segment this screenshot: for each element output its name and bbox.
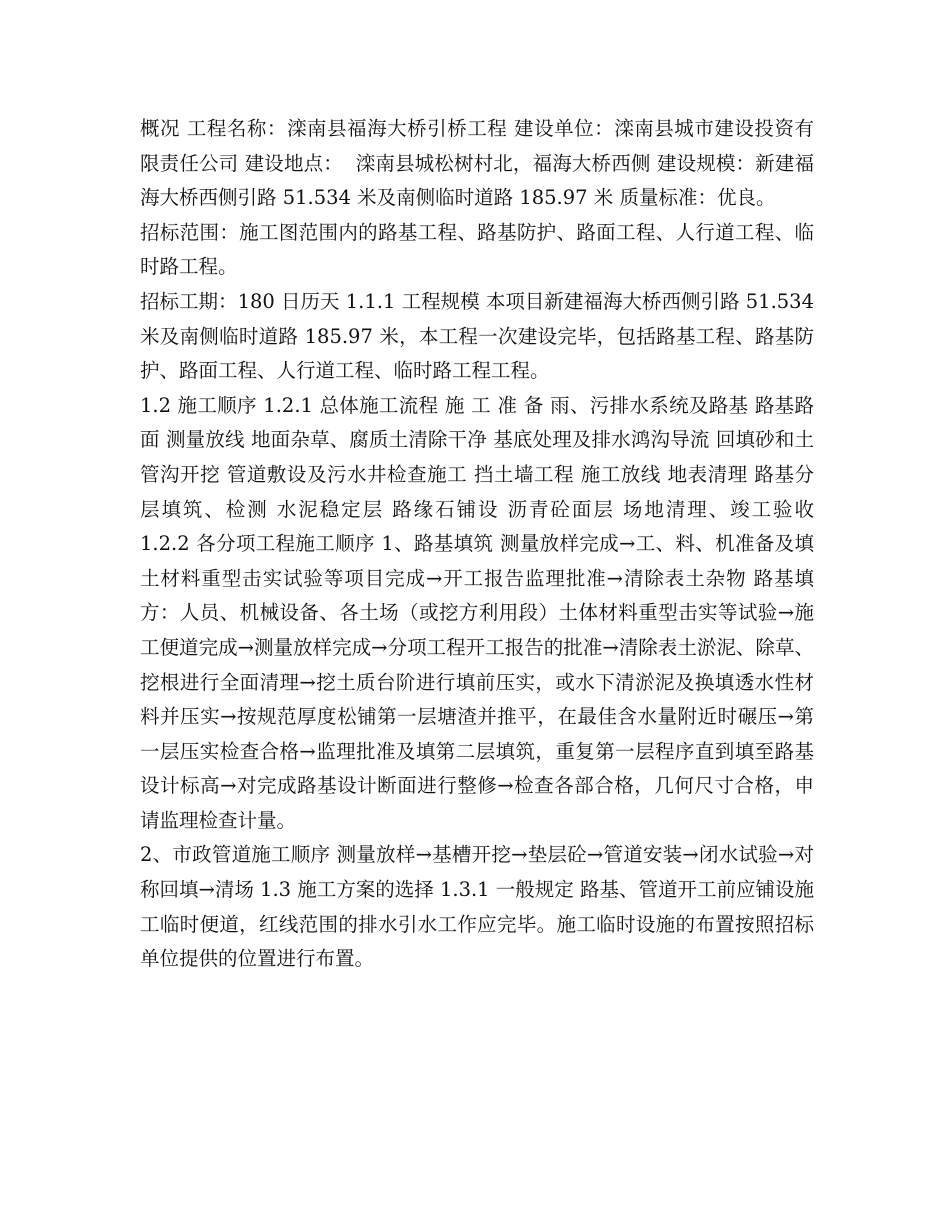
document-body [140, 112, 938, 977]
paragraph-bid-period: 招标工期：180 日历天 1.1.1 工程规模 本项目新建福海大桥西侧引路 51.534 米及南侧临时道路 185.97 米，本工程一次建设完毕，包括路基工程、路基防护、路面工程、人行道工程、临时路工程工程。 [140, 289, 821, 383]
paragraph-pipeline-sequence: 2、市政管道施工顺序 测量放样→基槽开挖→垫层砼→管道安装→闭水试验→对称回填→清场 1.3 施工方案的选择 1.3.1 一般规定 路基、管道开工前应铺设施工临时便道，红线范围的排水引水工作应完毕。施工临时设施的布置按照招标单位提供的位置进行布置。 [140, 843, 814, 971]
paragraph-overview: 概况 工程名称：滦南县福海大桥引桥工程 建设单位：滦南县城市建设投资有限责任公司 建设地点： 滦南县城松树村北，福海大桥西侧 建设规模：新建福海大桥西侧引路 51.534 米及南侧临时道路 185.97 米 质量标准：优良。 [140, 117, 814, 210]
paragraph-construction-sequence: 1.2 施工顺序 1.2.1 总体施工流程 施 工 准 备 雨、污排水系统及路基 路基路面 测量放线 地面杂草、腐质土清除干净 基底处理及排水鸿沟导流 回填砂和土 管沟开挖 管道敷设及污水井检查施工 挡土墙工程 施工放线 地表清理 路基分层填筑、检测 水泥稳定层 路缘石铺设 沥青砼面层 场地清理、竣工验收 1.2.2 各分项工程施工顺序 1、路基填筑 测量放样完成→工、料、机准备及填土材料重型击实试验等项目完成→开工报告监理批准→清除表土杂物 路基填方：人员、机械设备、各土场（或挖方利用段）土体材料重型击实等试验→施工便道完成→测量放样完成→分项工程开工报告的批准→清除表土淤泥、除草、挖根进行全面清理→挖土质台阶进行填前压实，或水下清淤泥及换填透水性材料并压实→按规范厚度松铺第一层塘渣并推平，在最佳含水量附近时碾压→第一层压实检查合格→监理批准及填第二层填筑，重复第一层程序直到填至路基设计标高→对完成路基设计断面进行整修→检查各部合格，几何尺寸合格，申请监理检查计量。 [140, 393, 938, 832]
paragraph-bid-scope: 招标范围：施工图范围内的路基工程、路基防护、路面工程、人行道工程、临时路工程。 [140, 220, 814, 279]
